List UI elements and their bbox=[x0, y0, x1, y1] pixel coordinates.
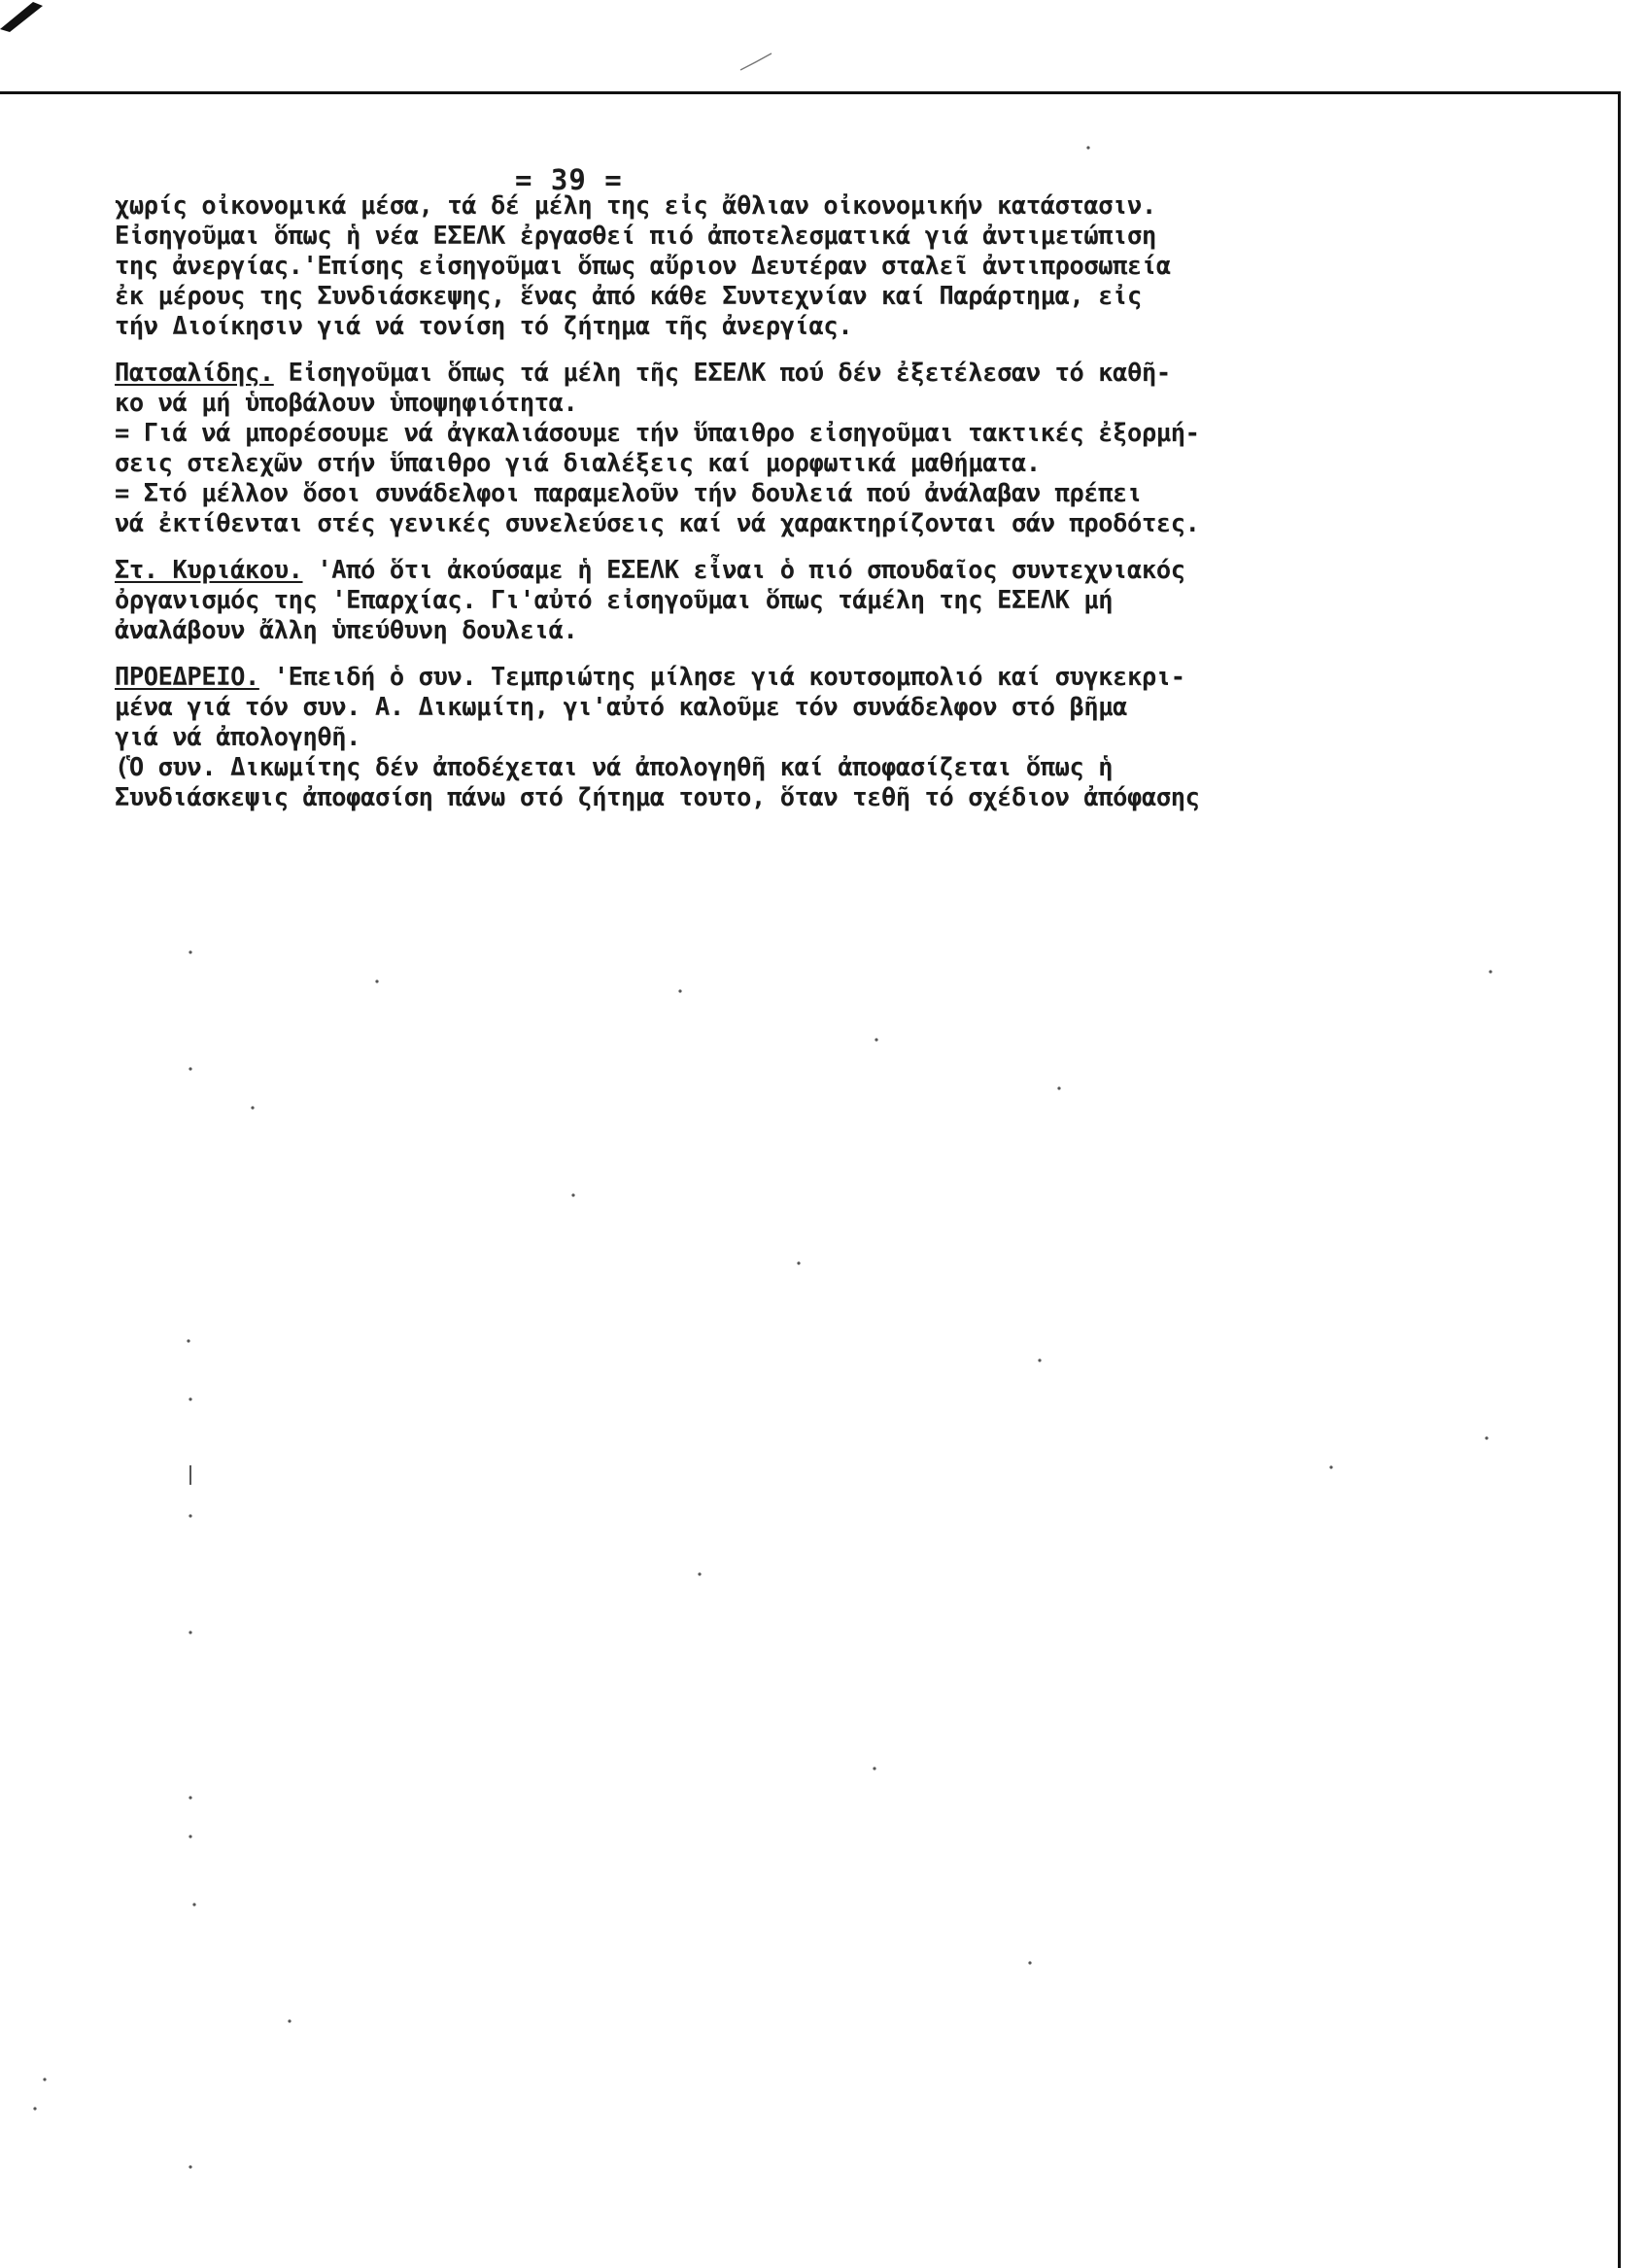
line-text: 'Επειδή ὁ συν. Τεμπριώτης μίλησε γιά κουτσομπολιό καί συγκεκρι- bbox=[258, 662, 1185, 691]
speck bbox=[1485, 1436, 1488, 1439]
line-text: γιά νά ἀπολογηθῆ. bbox=[115, 722, 361, 751]
line-text: μένα γιά τόν συν. Α. Δικωμίτη, γι'αὐτό καλοῦμε τόν συνάδελφον στό βῆμα bbox=[115, 692, 1128, 721]
speck bbox=[251, 1106, 254, 1109]
line-text: Εἰσηγοῦμαι ὅπως ἡ νέα ΕΣΕΛΚ ἐργασθεί πιό ἀποτελεσματικά γιά ἀντιμετώπιση bbox=[115, 221, 1156, 250]
speck bbox=[189, 1796, 191, 1799]
speck bbox=[33, 2107, 36, 2110]
speck bbox=[192, 1903, 195, 1906]
line-text: = Στό μέλλον ὅσοι συνάδελφοι παραμελοῦν τήν δουλειά πού ἀνάλαβαν πρέπει bbox=[115, 478, 1142, 507]
line-text: (Ὁ συν. Δικωμίτης δέν ἀποδέχεται νά ἀπολογηθῆ καί ἀποφασίζεται ὅπως ἡ bbox=[115, 752, 1114, 781]
line-text: της ἀνεργίας.'Επίσης εἰσηγοῦμαι ὅπως αὔριον Δευτέραν σταλεῖ ἀντιπροσωπεία bbox=[115, 251, 1171, 280]
line-text: ἐκ μέρους της Συνδιάσκεψης, ἕνας ἀπό κάθε Συντεχνίαν καί Παράρτημα, εἰς bbox=[115, 281, 1142, 310]
page-number: = 39 = bbox=[515, 163, 623, 196]
line-text: κο νά μή ὑποβάλουν ὑποψηφιότητα. bbox=[115, 388, 578, 417]
speck bbox=[797, 1261, 800, 1264]
line-text: = Γιά νά μπορέσουμε νά ἀγκαλιάσουμε τήν ὕπαιθρο εἰσηγοῦμαι τακτικές ἐξορμή- bbox=[115, 418, 1200, 447]
speck bbox=[1086, 146, 1089, 149]
speck bbox=[1057, 1086, 1060, 1089]
speck bbox=[1038, 1358, 1041, 1361]
speaker-name: ΠΡΟΕΔΡΕΙΟ. bbox=[115, 662, 259, 691]
speck bbox=[678, 989, 681, 992]
speck bbox=[189, 1067, 191, 1070]
speck bbox=[1489, 970, 1492, 973]
speck bbox=[873, 1767, 875, 1770]
speck bbox=[571, 1193, 574, 1196]
speck bbox=[189, 950, 191, 953]
speck bbox=[187, 1339, 189, 1342]
line-text: νά ἐκτίθενται στές γενικές συνελεύσεις καί νά χαρακτηρίζονται σάν προδότες. bbox=[115, 508, 1200, 537]
speck bbox=[1028, 1961, 1031, 1964]
speck bbox=[189, 2165, 191, 2168]
line-text: χωρίς οἰκονομικά μέσα, τά δέ μέλη της εἰς ἄθλιαν οἰκονομικήν κατάστασιν. bbox=[115, 190, 1156, 220]
speck bbox=[189, 1835, 191, 1838]
speck bbox=[288, 2019, 291, 2022]
speck bbox=[874, 1038, 877, 1041]
line-text: ἀναλάβουν ἄλλη ὑπεύθυνη δουλειά. bbox=[115, 615, 578, 644]
line-text: 'Από ὅτι ἀκούσαμε ἡ ΕΣΕΛΚ εἶναι ὁ πιό σπουδαῖος συντεχνιακός bbox=[302, 555, 1185, 584]
speck bbox=[189, 1631, 191, 1633]
line-text: ὀργανισμός της 'Επαρχίας. Γι'αὐτό εἰσηγοῦμαι ὅπως τάμέλη της ΕΣΕΛΚ μή bbox=[115, 585, 1114, 614]
line-text: τήν Διοίκησιν γιά νά τονίση τό ζήτημα τῆς ἀνεργίας. bbox=[115, 311, 853, 340]
line-text: σεις στελεχῶν στήν ὕπαιθρο γιά διαλέξεις καί μορφωτικά μαθήματα. bbox=[115, 448, 1041, 477]
speaker-name: Στ. Κυριάκου. bbox=[115, 555, 303, 584]
line-text: Συνδιάσκεψις ἀποφασίση πάνω στό ζήτημα τουτο, ὅταν τεθῆ τό σχέδιον ἀπόφασης bbox=[115, 782, 1200, 811]
speck bbox=[43, 2078, 46, 2080]
speck bbox=[698, 1572, 701, 1575]
line-text: Εἰσηγοῦμαι ὅπως τά μέλη τῆς ΕΣΕΛΚ πού δέν ἐξετέλεσαν τό καθῆ- bbox=[273, 358, 1171, 387]
speck bbox=[189, 1397, 191, 1400]
speck bbox=[375, 979, 378, 982]
speck bbox=[189, 1514, 191, 1517]
speaker-name: Πατσαλίδης. bbox=[115, 358, 274, 387]
speck bbox=[1329, 1465, 1332, 1468]
